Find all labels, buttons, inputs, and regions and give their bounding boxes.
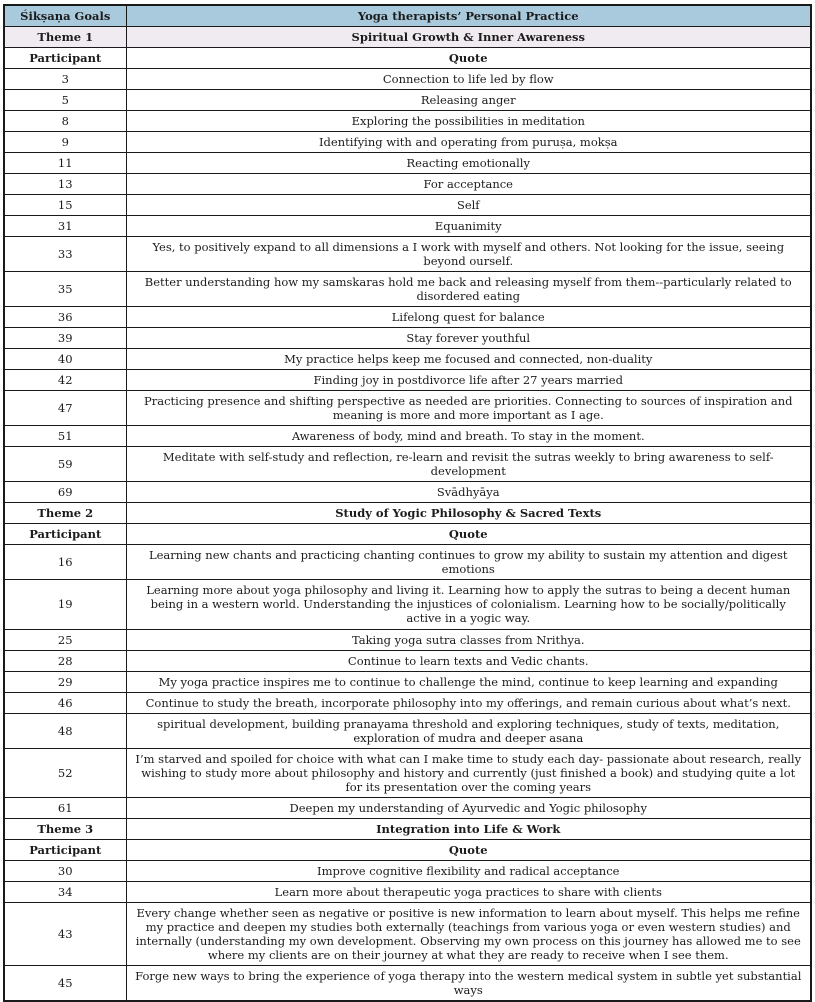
participant-cell: 28 bbox=[4, 650, 126, 671]
table-row bbox=[4, 307, 811, 328]
table-row bbox=[4, 482, 811, 503]
table-row bbox=[4, 370, 811, 391]
table-row bbox=[4, 580, 811, 629]
participant-cell: 25 bbox=[4, 629, 126, 650]
quote-cell: My yoga practice inspires me to continue to challenge the mind, continue to keep learning and expanding bbox=[126, 671, 811, 692]
participant-cell: 33 bbox=[4, 237, 126, 272]
quote-cell: Reacting emotionally bbox=[126, 153, 811, 174]
quote-cell: Yes, to positively expand to all dimensions a I work with myself and others. Not looking for the issue, seeing beyond ourself. bbox=[126, 237, 811, 272]
subheader-row bbox=[4, 48, 811, 69]
participant-cell: 8 bbox=[4, 111, 126, 132]
quote-cell: Meditate with self-study and reflection, re-learn and revisit the sutras weekly to bring awareness to self-development bbox=[126, 447, 811, 482]
header-cell-personal-practice: Yoga therapists’ Personal Practice bbox=[126, 5, 811, 27]
quote-cell: Improve cognitive flexibility and radical acceptance bbox=[126, 860, 811, 881]
header-row bbox=[4, 5, 811, 27]
theme-row bbox=[4, 503, 811, 524]
quote-cell: Self bbox=[126, 195, 811, 216]
table-row bbox=[4, 272, 811, 307]
theme-row bbox=[4, 818, 811, 839]
participant-cell: 69 bbox=[4, 482, 126, 503]
quote-cell: Deepen my understanding of Ayurvedic and Yogic philosophy bbox=[126, 797, 811, 818]
table-row bbox=[4, 629, 811, 650]
participant-cell: 59 bbox=[4, 447, 126, 482]
table-row bbox=[4, 132, 811, 153]
table-row bbox=[4, 426, 811, 447]
quote-cell: I’m starved and spoiled for choice with what can I make time to study each day- passionate about research, really wishing to study more about philosophy and history and currently (just finished a book) and studying quite a lot for its presentation over the coming years bbox=[126, 748, 811, 797]
participant-cell: 11 bbox=[4, 153, 126, 174]
quote-cell: Learning new chants and practicing chanting continues to grow my ability to sustain my attention and digest emotions bbox=[126, 545, 811, 580]
participant-cell: 15 bbox=[4, 195, 126, 216]
qualitative-themes-table bbox=[3, 4, 812, 1002]
table-row bbox=[4, 881, 811, 902]
participant-cell: 39 bbox=[4, 328, 126, 349]
participant-cell: 42 bbox=[4, 370, 126, 391]
table-row bbox=[4, 748, 811, 797]
participant-label-cell: Participant bbox=[4, 524, 126, 545]
quote-cell: Equanimity bbox=[126, 216, 811, 237]
quote-cell: Learning more about yoga philosophy and living it. Learning how to apply the sutras to being a decent human being in a western world. Understanding the injustices of colonialism. Learning how to be socially/politically active in a yogic way. bbox=[126, 580, 811, 629]
quote-cell: Better understanding how my samskaras hold me back and releasing myself from them--particularly related to disordered eating bbox=[126, 272, 811, 307]
participant-cell: 52 bbox=[4, 748, 126, 797]
theme-label-cell: Theme 2 bbox=[4, 503, 126, 524]
participant-cell: 16 bbox=[4, 545, 126, 580]
quote-cell: Stay forever youthful bbox=[126, 328, 811, 349]
participant-cell: 48 bbox=[4, 713, 126, 748]
table-row bbox=[4, 216, 811, 237]
participant-cell: 43 bbox=[4, 902, 126, 965]
participant-cell: 3 bbox=[4, 69, 126, 90]
participant-cell: 9 bbox=[4, 132, 126, 153]
table-row bbox=[4, 860, 811, 881]
theme-title-cell: Spiritual Growth & Inner Awareness bbox=[126, 27, 811, 48]
participant-cell: 36 bbox=[4, 307, 126, 328]
table-row bbox=[4, 447, 811, 482]
theme-label-cell: Theme 1 bbox=[4, 27, 126, 48]
table-row bbox=[4, 349, 811, 370]
quote-cell: Continue to learn texts and Vedic chants. bbox=[126, 650, 811, 671]
quote-cell: Exploring the possibilities in meditation bbox=[126, 111, 811, 132]
table-row bbox=[4, 174, 811, 195]
table-row bbox=[4, 153, 811, 174]
table-row bbox=[4, 650, 811, 671]
table-row bbox=[4, 328, 811, 349]
quote-cell: For acceptance bbox=[126, 174, 811, 195]
quote-cell: Continue to study the breath, incorporate philosophy into my offerings, and remain curious about what’s next. bbox=[126, 692, 811, 713]
participant-cell: 5 bbox=[4, 90, 126, 111]
participant-cell: 35 bbox=[4, 272, 126, 307]
quote-cell: Forge new ways to bring the experience of yoga therapy into the western medical system in subtle yet substantial ways bbox=[126, 965, 811, 1001]
table-header bbox=[4, 5, 811, 27]
participant-cell: 29 bbox=[4, 671, 126, 692]
table-row bbox=[4, 713, 811, 748]
participant-cell: 45 bbox=[4, 965, 126, 1001]
quote-cell: My practice helps keep me focused and connected, non-duality bbox=[126, 349, 811, 370]
subheader-row bbox=[4, 524, 811, 545]
participant-cell: 47 bbox=[4, 391, 126, 426]
theme-label-cell: Theme 3 bbox=[4, 818, 126, 839]
participant-label-cell: Participant bbox=[4, 839, 126, 860]
table-row bbox=[4, 195, 811, 216]
participant-cell: 40 bbox=[4, 349, 126, 370]
theme-title-cell: Integration into Life & Work bbox=[126, 818, 811, 839]
quote-cell: Awareness of body, mind and breath. To stay in the moment. bbox=[126, 426, 811, 447]
table-row bbox=[4, 797, 811, 818]
participant-cell: 34 bbox=[4, 881, 126, 902]
participant-cell: 51 bbox=[4, 426, 126, 447]
table-body bbox=[4, 27, 811, 1001]
quote-cell: Svādhyāya bbox=[126, 482, 811, 503]
quote-cell: Learn more about therapeutic yoga practices to share with clients bbox=[126, 881, 811, 902]
header-cell-siksana-goals: Śikṣaṇa Goals bbox=[4, 5, 126, 27]
quote-cell: Identifying with and operating from puruṣa, mokṣa bbox=[126, 132, 811, 153]
quote-cell: Every change whether seen as negative or positive is new information to learn about myself. This helps me refine my practice and deepen my studies both externally (teachings from various yoga or even western studies) and internally (understanding my own development. Observing my own process on this journey has allowed me to see where my clients are on their journey at what they are ready to receive when I see them. bbox=[126, 902, 811, 965]
subheader-row bbox=[4, 839, 811, 860]
quote-cell: Taking yoga sutra classes from Nrithya. bbox=[126, 629, 811, 650]
theme-title-cell: Study of Yogic Philosophy & Sacred Texts bbox=[126, 503, 811, 524]
participant-cell: 19 bbox=[4, 580, 126, 629]
table-row bbox=[4, 965, 811, 1001]
table-row bbox=[4, 391, 811, 426]
quote-cell: spiritual development, building pranayama threshold and exploring techniques, study of texts, meditation, exploration of mudra and deeper asana bbox=[126, 713, 811, 748]
table-row bbox=[4, 90, 811, 111]
participant-cell: 30 bbox=[4, 860, 126, 881]
table-row bbox=[4, 111, 811, 132]
participant-cell: 31 bbox=[4, 216, 126, 237]
table-row bbox=[4, 237, 811, 272]
quote-cell: Releasing anger bbox=[126, 90, 811, 111]
quote-label-cell: Quote bbox=[126, 524, 811, 545]
participant-label-cell: Participant bbox=[4, 48, 126, 69]
participant-cell: 61 bbox=[4, 797, 126, 818]
quote-cell: Connection to life led by flow bbox=[126, 69, 811, 90]
quote-label-cell: Quote bbox=[126, 839, 811, 860]
participant-cell: 13 bbox=[4, 174, 126, 195]
quote-cell: Lifelong quest for balance bbox=[126, 307, 811, 328]
table-row bbox=[4, 902, 811, 965]
table-row bbox=[4, 69, 811, 90]
quote-cell: Practicing presence and shifting perspective as needed are priorities. Connecting to sources of inspiration and meaning is more and more important as I age. bbox=[126, 391, 811, 426]
quote-label-cell: Quote bbox=[126, 48, 811, 69]
quote-cell: Finding joy in postdivorce life after 27 years married bbox=[126, 370, 811, 391]
table-row bbox=[4, 692, 811, 713]
theme-row bbox=[4, 27, 811, 48]
table-row bbox=[4, 545, 811, 580]
table-row bbox=[4, 671, 811, 692]
participant-cell: 46 bbox=[4, 692, 126, 713]
